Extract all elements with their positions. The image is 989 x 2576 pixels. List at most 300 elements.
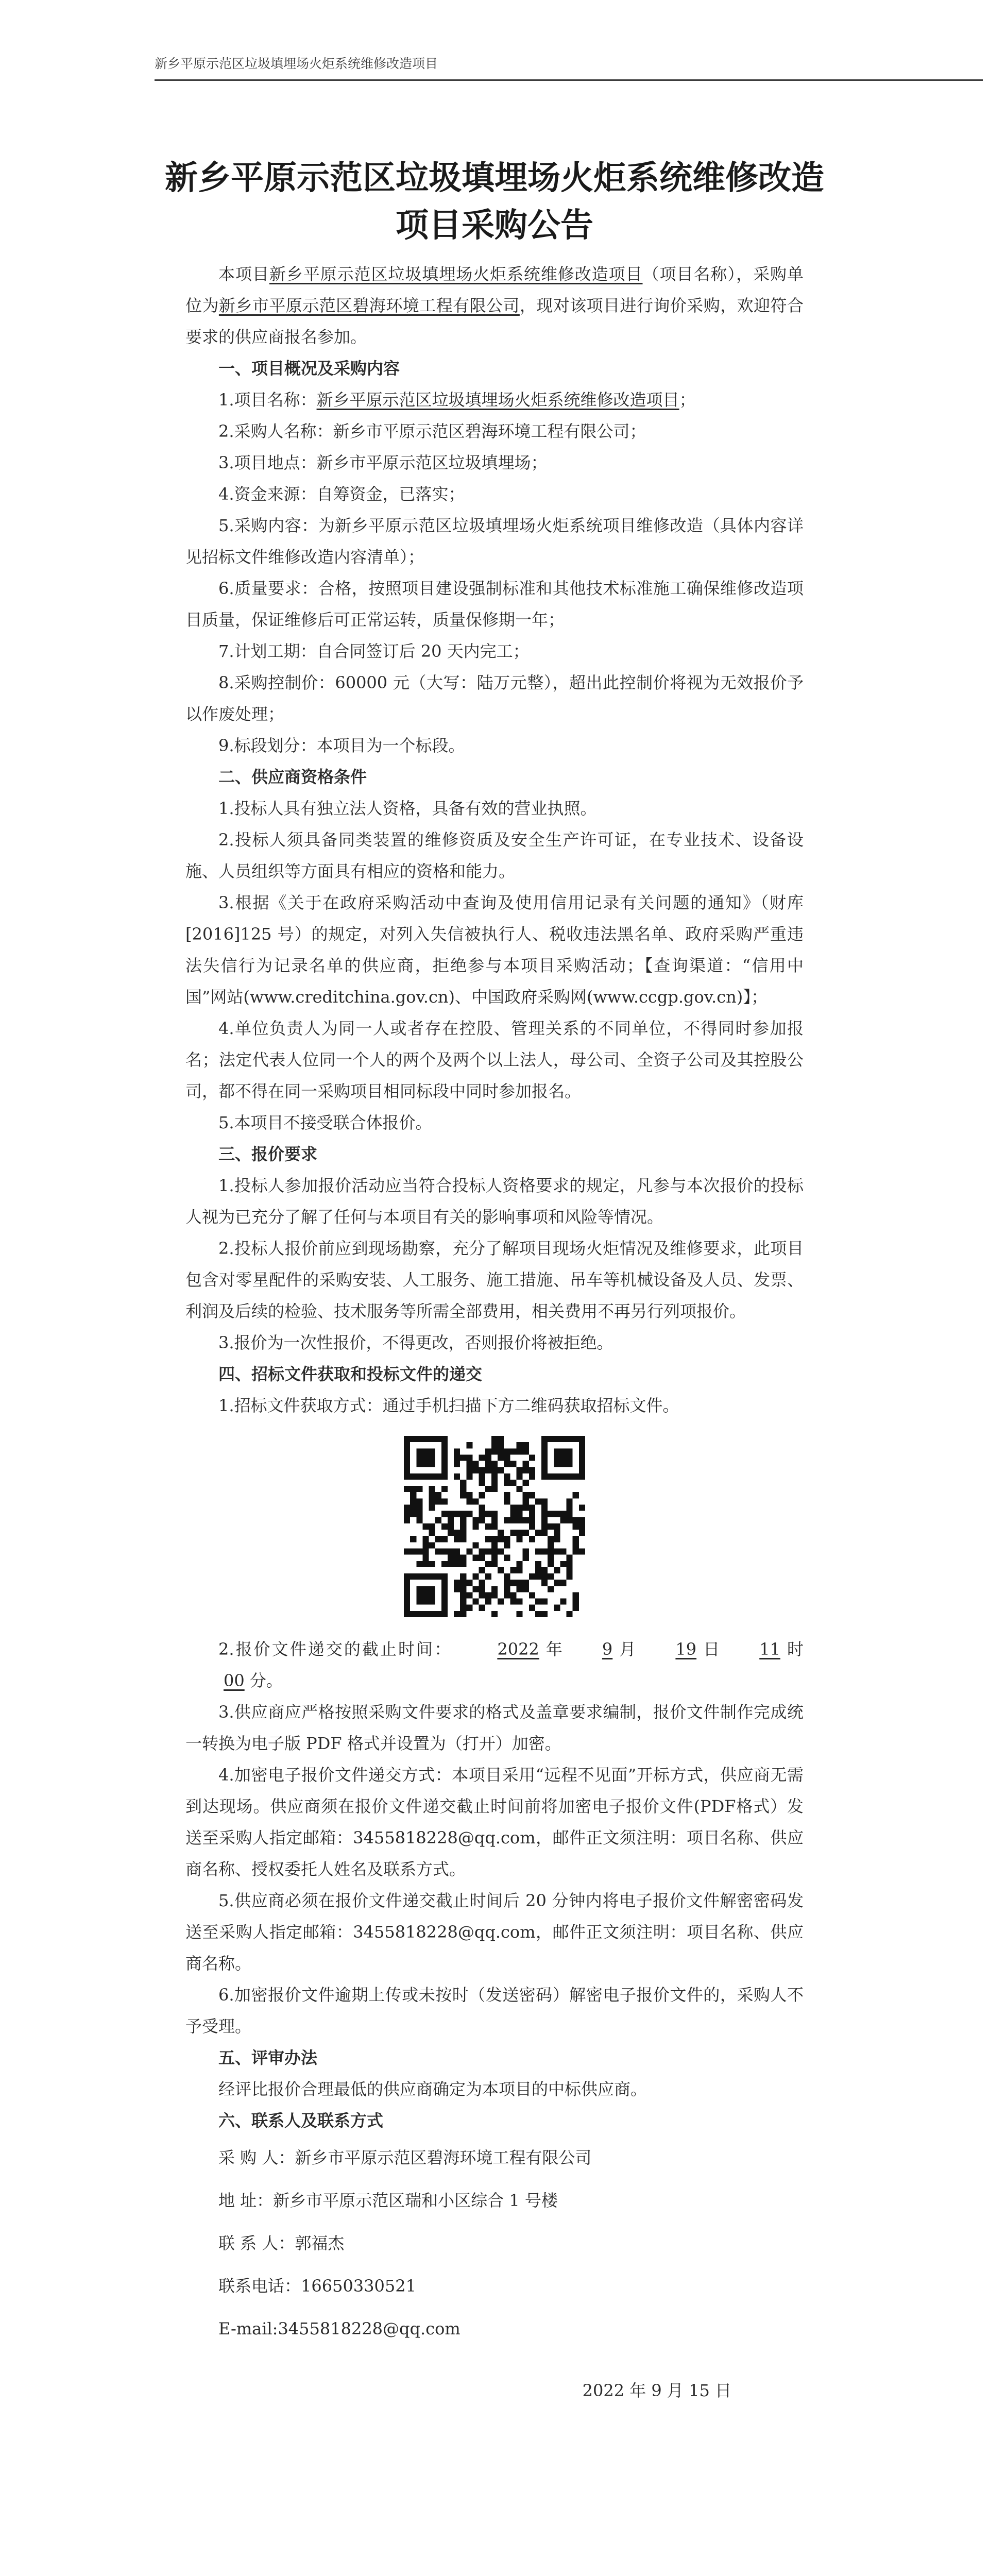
sec1-item-1-value: 新乡平原示范区垃圾填埋场火炬系统维修改造项目 — [316, 390, 679, 410]
qr-module — [410, 1536, 416, 1542]
qr-module — [579, 1505, 585, 1511]
qr-module — [567, 1511, 573, 1517]
qr-module — [416, 1511, 422, 1517]
qr-module — [429, 1486, 435, 1492]
qr-module — [460, 1573, 466, 1580]
qr-module — [429, 1611, 435, 1617]
title-line-2: 项目采购公告 — [396, 206, 593, 245]
qr-module — [422, 1473, 429, 1480]
qr-module — [491, 1548, 498, 1554]
qr-module — [410, 1436, 416, 1442]
qr-module — [454, 1586, 460, 1592]
qr-module — [579, 1467, 585, 1473]
qr-module — [541, 1580, 548, 1586]
intro-text-c: ，现对该项目进行询价采购，欢迎符合要求的供应商报名参加。 — [185, 296, 804, 347]
qr-module — [554, 1567, 560, 1573]
qr-module — [422, 1448, 429, 1454]
qr-module — [429, 1492, 435, 1498]
intro-text-b: （项目名称），采购单位为 — [185, 264, 804, 315]
qr-module — [429, 1505, 435, 1511]
qr-module — [579, 1461, 585, 1467]
qr-module — [491, 1436, 498, 1442]
qr-module — [498, 1442, 504, 1448]
sec4-item-6: 6.加密报价文件逾期上传或未按时（发送密码）解密电子报价文件的，采购人不予受理。 — [185, 1985, 804, 2036]
qr-module — [498, 1599, 504, 1605]
qr-module — [523, 1442, 529, 1448]
qr-module — [491, 1536, 498, 1542]
qr-module — [516, 1517, 522, 1523]
contact-email[interactable]: E-mail:3455818228@qq.com — [218, 2319, 461, 2338]
qr-module — [454, 1611, 460, 1617]
qr-module — [504, 1480, 510, 1486]
qr-module — [516, 1599, 522, 1605]
qr-module — [541, 1467, 548, 1473]
qr-module — [529, 1492, 535, 1498]
qr-module — [504, 1536, 510, 1542]
qr-module — [441, 1586, 448, 1592]
qr-module — [548, 1511, 554, 1517]
qr-module — [422, 1611, 429, 1617]
qr-module — [529, 1473, 535, 1480]
qr-module — [491, 1461, 498, 1467]
contact-phone: 联系电话：16650330521 — [218, 2276, 416, 2296]
qr-module — [498, 1467, 504, 1473]
qr-module — [548, 1473, 554, 1480]
qr-module — [541, 1505, 548, 1511]
qr-module — [454, 1536, 460, 1542]
qr-module — [460, 1492, 466, 1498]
qr-module — [516, 1473, 522, 1480]
qr-module — [510, 1517, 516, 1523]
qr-module — [523, 1448, 529, 1454]
qr-module — [441, 1461, 448, 1467]
qr-module — [554, 1448, 560, 1454]
qr-module — [454, 1454, 460, 1461]
qr-module — [441, 1599, 448, 1605]
qr-module — [448, 1511, 454, 1517]
qr-module — [416, 1486, 422, 1492]
qr-module — [567, 1573, 573, 1580]
qr-module — [429, 1592, 435, 1598]
qr-module — [491, 1542, 498, 1548]
qr-module — [479, 1517, 485, 1523]
qr-module — [504, 1573, 510, 1580]
qr-module — [516, 1561, 522, 1567]
qr-module — [541, 1498, 548, 1504]
sec2-item-3: 3.根据《关于在政府采购活动中查询及使用信用记录有关问题的通知》（财库[2016]125 号）的规定，对列入失信被执行人、税收违法黑名单、政府采购严重违法失信行为记录名单的供应商，拒绝参与本项目采购活动；【查询渠道：“信用中国”网站(www.creditchina.gov.cn)、中国政府采购网(www.ccgp.gov.cn)】； — [185, 893, 804, 1007]
sec1-item-4: 4.资金来源：自筹资金，已落实； — [218, 484, 465, 504]
deadline-hour: 11 — [759, 1639, 780, 1659]
deadline-label: 2.报价文件递交的截止时间： — [218, 1639, 453, 1659]
qr-module — [548, 1555, 554, 1561]
qr-module — [404, 1486, 410, 1492]
qr-module — [523, 1505, 529, 1511]
qr-module — [422, 1561, 429, 1567]
qr-module — [529, 1592, 535, 1598]
qr-module — [479, 1580, 485, 1586]
qr-module — [454, 1473, 460, 1480]
qr-module — [510, 1530, 516, 1536]
qr-module — [548, 1536, 554, 1542]
qr-module — [429, 1498, 435, 1504]
deadline-minute: 00 — [224, 1671, 245, 1690]
qr-module — [529, 1454, 535, 1461]
qr-module — [460, 1536, 466, 1542]
qr-module — [479, 1467, 485, 1473]
qr-module — [510, 1448, 516, 1454]
qr-module — [573, 1473, 579, 1480]
qr-module — [485, 1448, 491, 1454]
qr-module — [554, 1473, 560, 1480]
qr-module — [416, 1461, 422, 1467]
qr-module — [473, 1573, 479, 1580]
qr-module — [479, 1548, 485, 1554]
qr-module — [479, 1592, 485, 1598]
qr-module — [554, 1523, 560, 1530]
qr-module — [516, 1586, 522, 1592]
sec4-item-4: 4.加密电子报价文件递交方式：本项目采用“远程不见面”开标方式，供应商无需到达现场。供应商须在报价文件递交截止时间前将加密电子报价文件(PDF格式）发送至采购人指定邮箱：3455818228@qq.com，邮件正文须注明：项目名称、供应商名称、授权委托人姓名及联系方式。 — [185, 1765, 804, 1879]
qr-module — [560, 1473, 566, 1480]
qr-module — [441, 1580, 448, 1586]
qr-module — [504, 1586, 510, 1592]
qr-module — [567, 1567, 573, 1573]
qr-module — [435, 1573, 441, 1580]
qr-module — [404, 1611, 410, 1617]
qr-module — [441, 1467, 448, 1473]
qr-module — [416, 1573, 422, 1580]
sec1-item-1-end: ； — [679, 390, 696, 410]
qr-module — [479, 1480, 485, 1486]
qr-module — [422, 1542, 429, 1548]
qr-module — [460, 1599, 466, 1605]
qr-module — [454, 1580, 460, 1586]
sec1-item-5: 5.采购内容：为新乡平原示范区垃圾填埋场火炬系统项目维修改造（具体内容详见招标文件维修改造内容清单）； — [185, 516, 804, 567]
qr-module — [491, 1523, 498, 1530]
qr-module — [529, 1523, 535, 1530]
qr-module — [579, 1454, 585, 1461]
qr-module — [473, 1599, 479, 1605]
qr-code-image[interactable] — [404, 1436, 585, 1617]
qr-module — [454, 1548, 460, 1554]
qr-module — [479, 1473, 485, 1480]
qr-module — [429, 1448, 435, 1454]
qr-module — [454, 1461, 460, 1467]
sec2-item-5: 5.本项目不接受联合体报价。 — [218, 1113, 432, 1132]
sec3-item-3: 3.报价为一次性报价，不得更改，否则报价将被拒绝。 — [218, 1333, 613, 1352]
qr-module — [404, 1467, 410, 1473]
qr-module — [460, 1586, 466, 1592]
qr-module — [435, 1436, 441, 1442]
qr-module — [554, 1605, 560, 1611]
qr-module — [416, 1454, 422, 1461]
qr-module — [535, 1567, 541, 1573]
qr-module — [504, 1454, 510, 1461]
qr-module — [491, 1480, 498, 1486]
qr-module — [554, 1454, 560, 1461]
qr-module — [441, 1511, 448, 1517]
qr-module — [504, 1448, 510, 1454]
qr-module — [541, 1473, 548, 1480]
qr-module — [573, 1517, 579, 1523]
qr-module — [429, 1599, 435, 1605]
qr-module — [441, 1592, 448, 1598]
qr-module — [541, 1461, 548, 1467]
qr-module — [460, 1454, 466, 1461]
qr-module — [466, 1511, 472, 1517]
qr-module — [422, 1586, 429, 1592]
qr-module — [454, 1555, 460, 1561]
qr-module — [473, 1523, 479, 1530]
qr-module — [535, 1611, 541, 1617]
qr-module — [541, 1573, 548, 1580]
qr-module — [529, 1505, 535, 1511]
qr-module — [491, 1517, 498, 1523]
qr-module — [523, 1580, 529, 1586]
qr-module — [479, 1454, 485, 1461]
qr-module — [441, 1523, 448, 1530]
qr-module — [416, 1436, 422, 1442]
qr-module — [548, 1586, 554, 1592]
qr-module — [460, 1580, 466, 1586]
page-header — [155, 56, 983, 81]
section-6-heading: 六、联系人及联系方式 — [218, 2111, 384, 2130]
qr-module — [560, 1599, 566, 1605]
section-2-heading: 二、供应商资格条件 — [218, 767, 367, 787]
qr-module — [410, 1498, 416, 1504]
qr-module — [422, 1461, 429, 1467]
announcement-date: 2022 年 9 月 15 日 — [582, 2381, 731, 2400]
qr-module — [529, 1511, 535, 1517]
qr-module — [491, 1555, 498, 1561]
qr-module — [473, 1555, 479, 1561]
qr-module — [429, 1523, 435, 1530]
qr-module — [404, 1461, 410, 1467]
qr-module — [485, 1486, 491, 1492]
qr-module — [541, 1523, 548, 1530]
qr-module — [523, 1498, 529, 1504]
qr-module — [422, 1599, 429, 1605]
sec1-item-6: 6.质量要求：合格，按照项目建设强制标准和其他技术标准施工确保维修改造项目质量，保证维修后可正常运转，质量保修期一年； — [185, 579, 804, 630]
qr-module — [516, 1486, 522, 1492]
qr-module — [479, 1605, 485, 1611]
qr-module — [479, 1567, 485, 1573]
qr-module — [435, 1536, 441, 1542]
qr-module — [435, 1548, 441, 1554]
qr-module — [516, 1530, 522, 1536]
deadline-day-unit: 日 — [702, 1639, 722, 1659]
qr-module — [535, 1573, 541, 1580]
qr-module — [491, 1467, 498, 1473]
qr-module — [548, 1561, 554, 1567]
qr-module — [567, 1561, 573, 1567]
qr-module — [466, 1492, 472, 1498]
section-4-heading: 四、招标文件获取和投标文件的递交 — [218, 1364, 483, 1384]
deadline-month: 9 — [602, 1639, 613, 1659]
qr-module — [516, 1442, 522, 1448]
qr-module — [429, 1473, 435, 1480]
qr-module — [416, 1498, 422, 1504]
qr-module — [504, 1492, 510, 1498]
qr-module — [435, 1498, 441, 1504]
qr-module — [554, 1536, 560, 1542]
qr-module — [404, 1517, 410, 1523]
qr-module — [554, 1511, 560, 1517]
qr-module — [485, 1592, 491, 1598]
qr-module — [404, 1473, 410, 1480]
qr-module — [460, 1517, 466, 1523]
qr-module — [529, 1517, 535, 1523]
qr-module — [573, 1542, 579, 1548]
section-1-heading: 一、项目概况及采购内容 — [218, 359, 400, 378]
qr-module — [523, 1530, 529, 1536]
qr-module — [410, 1492, 416, 1498]
qr-module — [429, 1561, 435, 1567]
qr-module — [567, 1505, 573, 1511]
qr-module — [567, 1461, 573, 1467]
qr-module — [460, 1530, 466, 1536]
qr-module — [404, 1599, 410, 1605]
qr-module — [498, 1454, 504, 1461]
sec1-item-2: 2.采购人名称：新乡市平原示范区碧海环境工程有限公司； — [218, 421, 646, 441]
qr-module — [441, 1548, 448, 1554]
qr-module — [510, 1511, 516, 1517]
qr-module — [410, 1505, 416, 1511]
qr-module — [410, 1473, 416, 1480]
qr-module — [498, 1436, 504, 1442]
qr-module — [523, 1517, 529, 1523]
qr-module — [422, 1573, 429, 1580]
qr-module — [435, 1611, 441, 1617]
qr-module — [541, 1454, 548, 1461]
qr-module — [548, 1542, 554, 1548]
intro-paragraph — [185, 259, 804, 353]
qr-module — [429, 1436, 435, 1442]
qr-module — [422, 1523, 429, 1530]
sec1-item-1 — [185, 384, 804, 416]
qr-module — [516, 1467, 522, 1473]
qr-module — [416, 1448, 422, 1454]
qr-module — [485, 1573, 491, 1580]
qr-module — [554, 1436, 560, 1442]
sec4-item-5: 5.供应商必须在报价文件递交截止时间后 20 分钟内将电子报价文件解密密码发送至采购人指定邮箱：3455818228@qq.com，邮件正文须注明：项目名称、供应商名称。 — [185, 1891, 804, 1973]
qr-module — [523, 1461, 529, 1467]
qr-module — [454, 1530, 460, 1536]
qr-module — [498, 1536, 504, 1542]
qr-module — [448, 1530, 454, 1536]
qr-module — [422, 1454, 429, 1461]
qr-module — [579, 1530, 585, 1536]
qr-module — [491, 1611, 498, 1617]
qr-module — [535, 1498, 541, 1504]
qr-module — [510, 1505, 516, 1511]
qr-module — [529, 1573, 535, 1580]
qr-module — [573, 1436, 579, 1442]
page-title — [124, 155, 865, 249]
qr-module — [491, 1442, 498, 1448]
header-text: 新乡平原示范区垃圾填埋场火炬系统维修改造项目 — [155, 56, 438, 71]
qr-module — [448, 1523, 454, 1530]
qr-module — [567, 1611, 573, 1617]
intro-project-name: 新乡平原示范区垃圾填埋场火炬系统维修改造项目 — [269, 264, 643, 284]
qr-module — [504, 1461, 510, 1467]
qr-module — [504, 1555, 510, 1561]
qr-module — [554, 1548, 560, 1554]
qr-module — [579, 1442, 585, 1448]
qr-module — [504, 1517, 510, 1523]
qr-module — [485, 1461, 491, 1467]
qr-module — [410, 1573, 416, 1580]
qr-module — [541, 1567, 548, 1573]
qr-module — [567, 1555, 573, 1561]
qr-module — [416, 1586, 422, 1592]
qr-module — [579, 1448, 585, 1454]
qr-module — [548, 1573, 554, 1580]
qr-module — [460, 1561, 466, 1567]
qr-module — [529, 1467, 535, 1473]
qr-module — [498, 1567, 504, 1573]
deadline-minute-unit: 分。 — [249, 1671, 283, 1690]
qr-module — [422, 1555, 429, 1561]
qr-module — [573, 1592, 579, 1598]
qr-module — [504, 1498, 510, 1504]
qr-module — [410, 1511, 416, 1517]
sec1-item-7: 7.计划工期：自合同签订后 20 天内完工； — [218, 641, 530, 661]
qr-module — [535, 1599, 541, 1605]
sec4-item-1: 1.招标文件获取方式：通过手机扫描下方二维码获取招标文件。 — [218, 1396, 679, 1415]
qr-module — [435, 1492, 441, 1498]
qr-module — [579, 1548, 585, 1554]
qr-module — [416, 1611, 422, 1617]
qr-module — [460, 1611, 466, 1617]
qr-module — [504, 1473, 510, 1480]
qr-module — [485, 1548, 491, 1554]
qr-module — [567, 1498, 573, 1504]
qr-module — [491, 1486, 498, 1492]
qr-module — [491, 1473, 498, 1480]
qr-module — [404, 1505, 410, 1511]
qr-module — [473, 1498, 479, 1504]
qr-module — [441, 1573, 448, 1580]
qr-module — [473, 1461, 479, 1467]
deadline-year-unit: 年 — [544, 1639, 564, 1659]
qr-module — [548, 1523, 554, 1530]
qr-module — [510, 1567, 516, 1573]
sec1-item-1-label: 1.项目名称： — [218, 390, 317, 410]
qr-module — [404, 1448, 410, 1454]
qr-module — [422, 1548, 429, 1554]
qr-module — [473, 1542, 479, 1548]
sec1-item-3: 3.项目地点：新乡市平原示范区垃圾填埋场； — [218, 453, 548, 472]
qr-module — [441, 1611, 448, 1617]
contact-address: 地 址：新乡市平原示范区瑞和小区综合 1 号楼 — [218, 2191, 558, 2210]
qr-module — [573, 1599, 579, 1605]
qr-module — [504, 1592, 510, 1598]
qr-module — [416, 1505, 422, 1511]
qr-module — [441, 1536, 448, 1542]
sec4-item-3: 3.供应商应严格按照采购文件要求的格式及盖章要求编制，报价文件制作完成统一转换为电子版 PDF 格式并设置为（打开）加密。 — [185, 1702, 804, 1753]
qr-module — [504, 1542, 510, 1548]
qr-module — [454, 1511, 460, 1517]
qr-module — [416, 1592, 422, 1598]
qr-module — [491, 1561, 498, 1567]
qr-module — [491, 1592, 498, 1598]
qr-module — [498, 1530, 504, 1536]
qr-module — [441, 1448, 448, 1454]
qr-module — [541, 1548, 548, 1554]
qr-module — [554, 1580, 560, 1586]
qr-module — [441, 1473, 448, 1480]
sec1-item-8: 8.采购控制价：60000 元（大写：陆万元整），超出此控制价将视为无效报价予以作废处理； — [185, 673, 804, 724]
